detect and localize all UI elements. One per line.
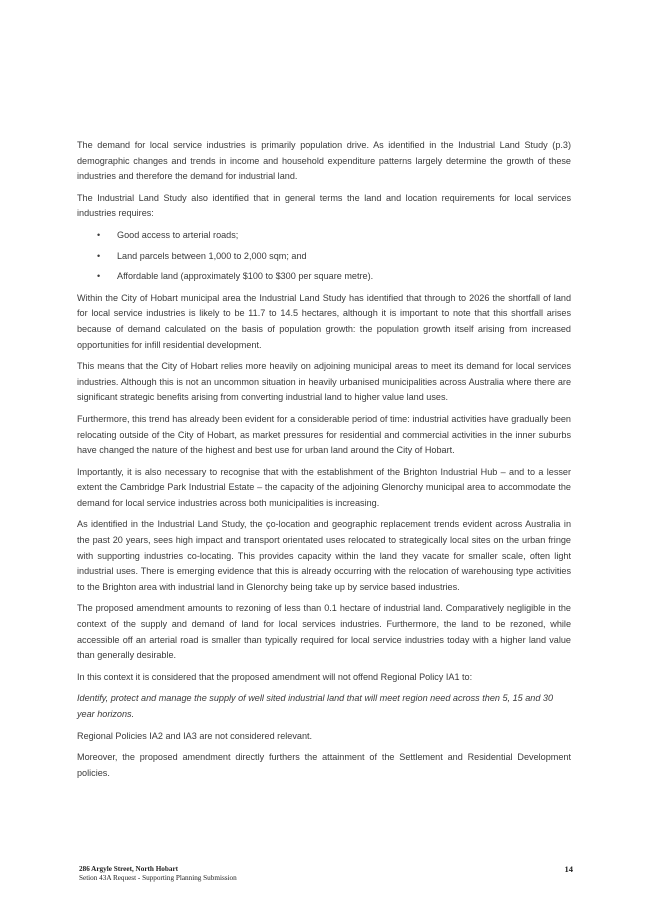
bullet-icon: • <box>97 250 101 261</box>
bullet-icon: • <box>97 271 101 282</box>
page-number: 14 <box>564 864 573 874</box>
policy-quote: Identify, protect and manage the supply of well sited industrial land that will meet region need across then 5, 15 and 30 year horizons. <box>77 693 554 719</box>
paragraph-adjoining-areas: This means that the City of Hobart relies more heavily on adjoining municipal areas to meet its demand for local services industries. Although this is not an uncommon situation in heavily urbanised municipalities across Australia where there are significant strategic benefits arising from converting industrial land to higher value land uses. <box>77 361 571 403</box>
paragraph-trend: Furthermore, this trend has already been evident for a considerable period of time: industrial activities have gradually been relocating outside of the City of Hobart, as market pressures for residential and commercial activities in the inner suburbs have changed the nature of the highest and best use for urban land around the City of Hobart. <box>77 413 571 456</box>
paragraph-settlement: Moreover, the proposed amendment directly furthers the attainment of the Settlement and Residential Development policies. <box>77 752 571 778</box>
paragraph-co-location: As identified in the Industrial Land Study, the ço-location and geographic replacement trends evident across Australia in the past 20 years, sees high impact and transport orientated uses relocated to strategically local sites on the urban fringe with supporting industries co-locating. This provides capacity within the land they vacate for smaller scale, often light industrial uses. There is emerging evidence that this is already occurring with the relocation of warehousing type activities to the Brighton area with industrial land in Glenorchy being take up by service based industries. <box>77 519 571 592</box>
list-item: • Affordable land (approximately $100 to $300 per square metre). <box>77 269 571 285</box>
page-footer <box>79 865 573 883</box>
bullet-icon: • <box>97 229 101 240</box>
paragraph-shortfall: Within the City of Hobart municipal area the Industrial Land Study has identified that through to 2026 the shortfall of land for local service industries is likely to be 11.7 to 14.5 hectares, although it is important to note that this shortfall arises because of demand calculated on the basis of population growth: the population growth itself arising from increased opportunities for infill residential development. <box>77 292 571 350</box>
paragraph-demand: The demand for local service industries is primarily population drive. As identified in the Industrial Land Study (p.3) demographic changes and trends in income and household expenditure patterns largely determine the growth of these industries and therefore the demand for industrial land. <box>77 140 571 182</box>
paragraph-requirements: The Industrial Land Study also identified that in general terms the land and location requirements for local services industries requires: <box>77 192 571 219</box>
paragraph-ia2-ia3: Regional Policies IA2 and IA3 are not considered relevant. <box>77 730 313 741</box>
paragraph-rezoning: The proposed amendment amounts to rezoning of less than 0.1 hectare of industrial land. Comparatively negligible in the context of the supply and demand of land for local services industries. Furthermore, the land to be rezoned, while accessible off an arterial road is smaller than typically required for local service industries today with a higher land value than generally desirable. <box>77 603 571 661</box>
paragraph-policy-ia1: In this context it is considered that the proposed amendment will not offend Regional Policy IA1 to: <box>77 671 473 682</box>
list-item: • Good access to arterial roads; <box>77 228 571 244</box>
footer-address: 286 Argyle Street, North Hobart <box>79 865 179 873</box>
list-item: • Land parcels between 1,000 to 2,000 sqm; and <box>77 249 571 265</box>
body-text <box>77 138 571 787</box>
requirements-list <box>77 228 571 285</box>
footer-subtitle: Setion 43A Request - Supporting Planning Submission <box>79 874 237 882</box>
paragraph-brighton-hub: Importantly, it is also necessary to recognise that with the establishment of the Brighton Industrial Hub – and to a lesser extent the Cambridge Park Industrial Estate – the capacity of the adjoining Glenorchy municipal area to accommodate the demand for local service industries across both municipalities is increasing. <box>77 466 571 508</box>
